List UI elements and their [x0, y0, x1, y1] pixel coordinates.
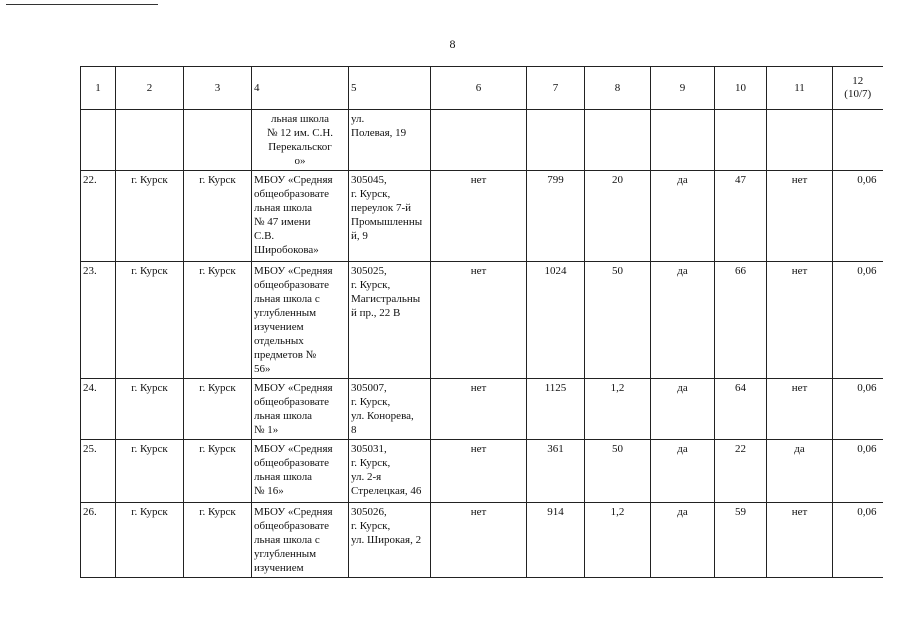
cell-col11: да: [767, 440, 833, 503]
cell-municipality: г. Курск: [116, 379, 184, 440]
column-header: 11: [767, 67, 833, 110]
table-row: [81, 440, 883, 503]
cell-address: 305045, г. Курск, переулок 7-й Промышленны й, 9: [349, 171, 431, 262]
cell-col8: 50: [585, 440, 651, 503]
column-header: 6: [431, 67, 527, 110]
cell-municipality: г. Курск: [116, 440, 184, 503]
row-number: 26.: [81, 503, 116, 578]
cell-school-name: МБОУ «Средняя общеобразовате льная школа № 16»: [252, 440, 349, 503]
row-number: 25.: [81, 440, 116, 503]
continuation-row: [81, 110, 883, 171]
cell-col12: 0,06: [833, 171, 883, 262]
cell-locality: г. Курск: [184, 440, 252, 503]
page-number: 8: [449, 37, 456, 51]
cell-col11: нет: [767, 171, 833, 262]
cell-col6: нет: [431, 503, 527, 578]
cell-col8: 20: [585, 171, 651, 262]
cell-col8: 1,2: [585, 503, 651, 578]
cell-col8: 1,2: [585, 379, 651, 440]
continuation-col4: льная школа № 12 им. С.Н. Перекальског о»: [252, 110, 349, 171]
cell-address: 305007, г. Курск, ул. Конорева, 8: [349, 379, 431, 440]
cell-col6: нет: [431, 171, 527, 262]
cell-address: 305026, г. Курск, ул. Широкая, 2: [349, 503, 431, 578]
cell-locality: г. Курск: [184, 379, 252, 440]
cell-col10: 66: [715, 262, 767, 379]
row-number: 22.: [81, 171, 116, 262]
column-header: 5: [349, 67, 431, 110]
cell-col9: да: [651, 440, 715, 503]
cell-col10: 47: [715, 171, 767, 262]
column-header: 3: [184, 67, 252, 110]
column-header: 2: [116, 67, 184, 110]
cell-locality: г. Курск: [184, 262, 252, 379]
cell-col6: нет: [431, 262, 527, 379]
cell-address: 305025, г. Курск, Магистральны й пр., 22 В: [349, 262, 431, 379]
cell-school-name: МБОУ «Средняя общеобразовате льная школа с углубленным изучением отдельных предметов № 56»: [252, 262, 349, 379]
cell-col11: нет: [767, 379, 833, 440]
cell-school-name: МБОУ «Средняя общеобразовате льная школа № 1»: [252, 379, 349, 440]
cell-col9: да: [651, 171, 715, 262]
cell-col7: 1125: [527, 379, 585, 440]
row-number: 24.: [81, 379, 116, 440]
cell-col11: нет: [767, 262, 833, 379]
cell-col9: да: [651, 503, 715, 578]
top-rule: [6, 4, 158, 5]
cell-locality: г. Курск: [184, 503, 252, 578]
cell-col10: 59: [715, 503, 767, 578]
cell-col10: 22: [715, 440, 767, 503]
cell-col12: 0,06: [833, 262, 883, 379]
column-header: 12 (10/7): [833, 67, 883, 110]
cell-col8: 50: [585, 262, 651, 379]
column-header: 10: [715, 67, 767, 110]
cell-municipality: г. Курск: [116, 503, 184, 578]
cell-col12: 0,06: [833, 503, 883, 578]
cell-col9: да: [651, 379, 715, 440]
table-row: [81, 379, 883, 440]
cell-col7: 799: [527, 171, 585, 262]
column-header: 4: [252, 67, 349, 110]
cell-locality: г. Курск: [184, 171, 252, 262]
cell-col9: да: [651, 262, 715, 379]
cell-col12: 0,06: [833, 440, 883, 503]
cell-col6: нет: [431, 440, 527, 503]
cell-municipality: г. Курск: [116, 262, 184, 379]
cell-school-name: МБОУ «Средняя общеобразовате льная школа № 47 имени С.В. Широбокова»: [252, 171, 349, 262]
column-header: 9: [651, 67, 715, 110]
row-number: 23.: [81, 262, 116, 379]
table-row: [81, 503, 883, 578]
continuation-col5: ул. Полевая, 19: [349, 110, 431, 171]
header-row: [81, 67, 883, 110]
table-row: [81, 262, 883, 379]
column-header: 7: [527, 67, 585, 110]
data-table: [80, 66, 883, 578]
column-header: 8: [585, 67, 651, 110]
cell-col12: 0,06: [833, 379, 883, 440]
cell-school-name: МБОУ «Средняя общеобразовате льная школа с углубленным изучением: [252, 503, 349, 578]
cell-address: 305031, г. Курск, ул. 2-я Стрелецкая, 46: [349, 440, 431, 503]
cell-municipality: г. Курск: [116, 171, 184, 262]
cell-col6: нет: [431, 379, 527, 440]
cell-col7: 914: [527, 503, 585, 578]
cell-col7: 1024: [527, 262, 585, 379]
column-header: 1: [81, 67, 116, 110]
cell-col10: 64: [715, 379, 767, 440]
cell-col11: нет: [767, 503, 833, 578]
table-row: [81, 171, 883, 262]
cell-col7: 361: [527, 440, 585, 503]
